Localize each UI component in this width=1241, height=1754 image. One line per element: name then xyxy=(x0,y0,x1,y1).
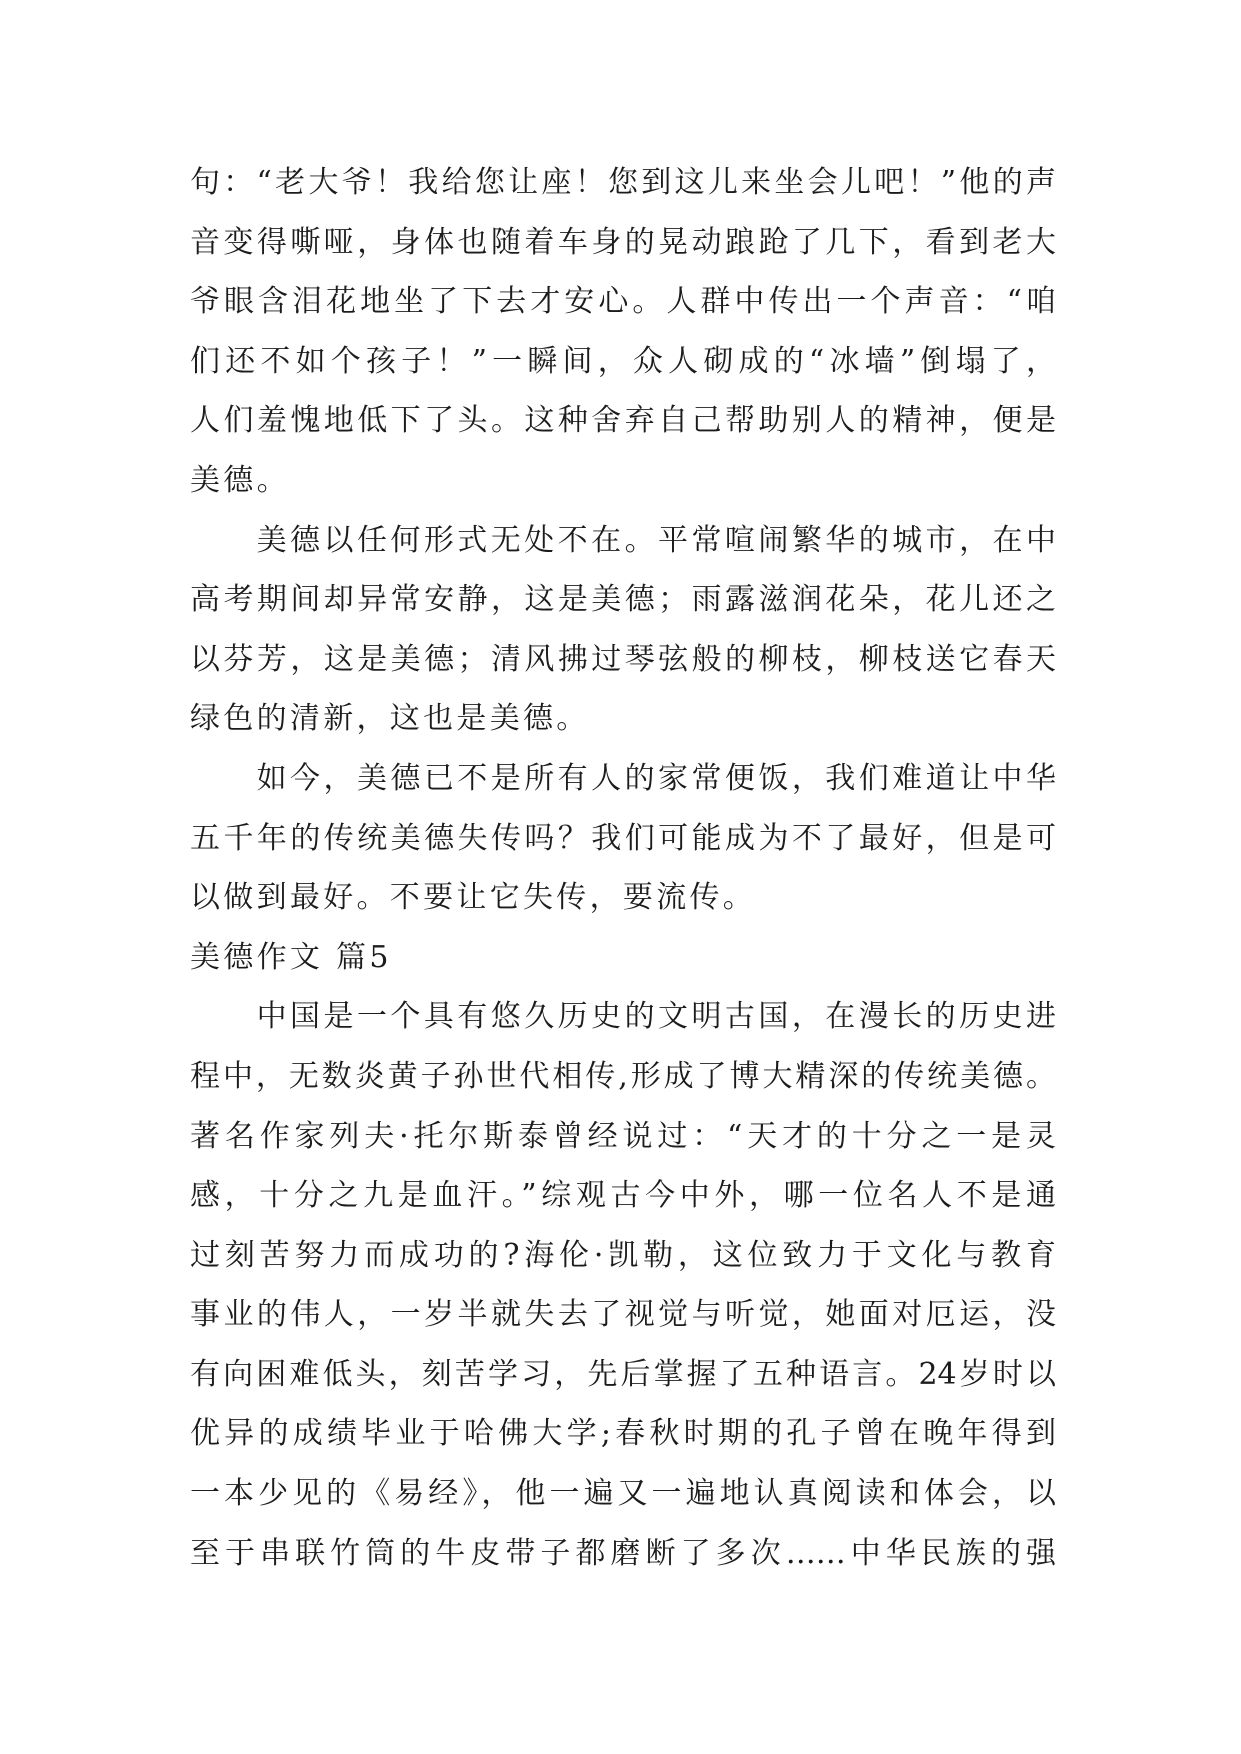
text-line: 中国是一个具有悠久历史的文明古国，在漫长的历史进 xyxy=(256,999,1056,1035)
text-line: 以芬芳，这是美德；清风拂过琴弦般的柳枝，柳枝送它春天 xyxy=(190,641,1056,677)
text-line: 事业的伟人，一岁半就失去了视觉与听觉，她面对厄运，没 xyxy=(190,1297,1056,1333)
paragraph xyxy=(190,749,1056,928)
text-line: 人们羞愧地低下了头。这种舍弃自己帮助别人的精神，便是 xyxy=(190,403,1056,439)
text-line: 们还不如个孩子！”一瞬间，众人砌成的“冰墙”倒塌了， xyxy=(190,343,1056,379)
section-heading: 美德作文 篇5 xyxy=(190,939,392,975)
text-line: 句：“老大爷！我给您让座！您到这儿来坐会儿吧！”他的声 xyxy=(190,165,1056,200)
text-line: 如今，美德已不是所有人的家常便饭，我们难道让中华 xyxy=(256,760,1056,796)
text-line: 爷眼含泪花地坐了下去才安心。人群中传出一个声音：“咱 xyxy=(190,284,1056,320)
text-line: 音变得嘶哑，身体也随着车身的晃动踉跄了几下，看到老大 xyxy=(190,224,1056,260)
text-line: 绿色的清新，这也是美德。 xyxy=(190,701,590,737)
text-line: 五千年的传统美德失传吗？我们可能成为不了最好，但是可 xyxy=(190,820,1056,856)
text-line: 至于串联竹筒的牛皮带子都磨断了多次……中华民族的强 xyxy=(190,1535,1056,1571)
paragraph xyxy=(190,987,1056,1583)
text-line: 美德。 xyxy=(190,462,290,498)
text-line: 过刻苦努力而成功的?海伦·凯勒，这位致力于文化与教育 xyxy=(190,1237,1056,1273)
text-line: 优异的成绩毕业于哈佛大学;春秋时期的孔子曾在晚年得到 xyxy=(190,1416,1056,1452)
paragraph xyxy=(190,511,1056,749)
text-line: 一本少见的《易经》，他一遍又一遍地认真阅读和体会，以 xyxy=(190,1476,1056,1512)
text-line: 著名作家列夫·托尔斯泰曾经说过：“天才的十分之一是灵 xyxy=(190,1118,1056,1154)
text-line: 以做到最好。不要让它失传，要流传。 xyxy=(190,880,757,916)
paragraph-continued xyxy=(190,153,1056,511)
document-body xyxy=(190,153,1056,1583)
text-line: 美德以任何形式无处不在。平常喧闹繁华的城市，在中 xyxy=(256,522,1056,558)
text-line: 高考期间却异常安静，这是美德；雨露滋润花朵，花儿还之 xyxy=(190,582,1056,618)
text-line: 有向困难低头，刻苦学习，先后掌握了五种语言。24岁时以 xyxy=(190,1356,1056,1392)
text-line: 程中，无数炎黄子孙世代相传,形成了博大精深的传统美德。 xyxy=(190,1058,1056,1094)
text-line: 感，十分之九是血汗。”综观古今中外，哪一位名人不是通 xyxy=(190,1178,1056,1214)
